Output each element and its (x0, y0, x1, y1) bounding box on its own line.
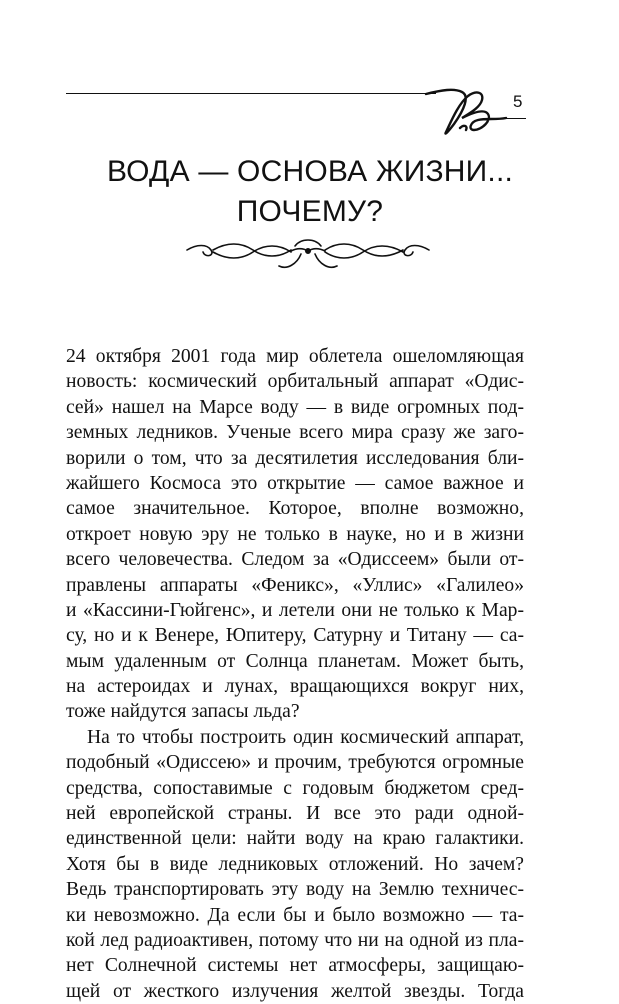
corner-flourish-icon (424, 70, 508, 142)
text-line: подобный «Одиссею» и прочим, требуются огромные (66, 752, 524, 774)
text-line: 24 октября 2001 года мир облетела ошеломляющая (66, 346, 524, 367)
body-text (66, 344, 524, 1004)
chapter-title-line: ПОЧЕМУ? (236, 195, 384, 228)
text-line: ки невозможно. Да если бы и было возможно — та- (66, 904, 524, 926)
chapter-title (40, 152, 580, 232)
text-line: ней европейской страны. И все это ради одной- (66, 803, 524, 825)
text-line: и «Кассини-Гюйгенс», и летели они не только к Мар- (66, 599, 524, 621)
text-line: Ведь транспортировать эту воду на Землю техничес- (66, 879, 524, 901)
text-line: тоже найдутся запасы льда? (66, 701, 300, 723)
text-line: единственной цели: найти воду на краю галактики. (66, 828, 524, 850)
text-line: самое значительное. Которое, вполне возможно, (66, 498, 524, 520)
page-number: 5 (513, 92, 523, 111)
text-line: су, но и к Венере, Юпитеру, Сатурну и Титану — са- (66, 625, 524, 647)
text-line: средства, сопоставимые с годовым бюджетом сред- (66, 777, 524, 799)
text-line: жайшего Космоса это открытие — самое важное и (66, 472, 524, 494)
text-line: сей» нашел на Марсе воду — в виде огромных под- (66, 396, 524, 418)
text-line: всего человечества. Следом за «Одиссеем» были от- (66, 549, 524, 571)
text-line: нет Солнечной системы нет атмосферы, защищаю- (66, 955, 524, 977)
chapter-title-line: ВОДА — ОСНОВА ЖИЗНИ... (106, 155, 514, 188)
text-line: щей от жесткого излучения желтой звезды. Тогда (66, 980, 524, 1002)
text-line: Хотя бы в виде ледниковых отложений. Но зачем? (66, 853, 524, 875)
text-line: кой лед радиоактивен, потому что ни на одной из пла- (66, 929, 524, 951)
paragraph (66, 344, 524, 725)
text-line: правлены аппараты «Феникс», «Уллис» «Галилео» (66, 574, 524, 596)
ornamental-divider-icon (183, 232, 433, 274)
text-line: новость: космический орбитальный аппарат «Одис- (66, 371, 524, 393)
text-line: На то чтобы построить один космический аппарат, (87, 726, 524, 748)
text-line: откроет новую эру не только в науке, но и в жизни (66, 523, 524, 545)
text-line: ворили о том, что за десятилетия исследования бли- (66, 447, 524, 469)
header-rule (66, 93, 436, 94)
text-line: на астероидах и лунах, вращающихся вокруг них, (66, 676, 524, 698)
text-line: земных ледников. Ученые всего мира сразу же заго- (66, 422, 524, 444)
text-line: мым удаленным от Солнца планетам. Может быть, (66, 650, 524, 672)
paragraph (66, 725, 524, 1004)
